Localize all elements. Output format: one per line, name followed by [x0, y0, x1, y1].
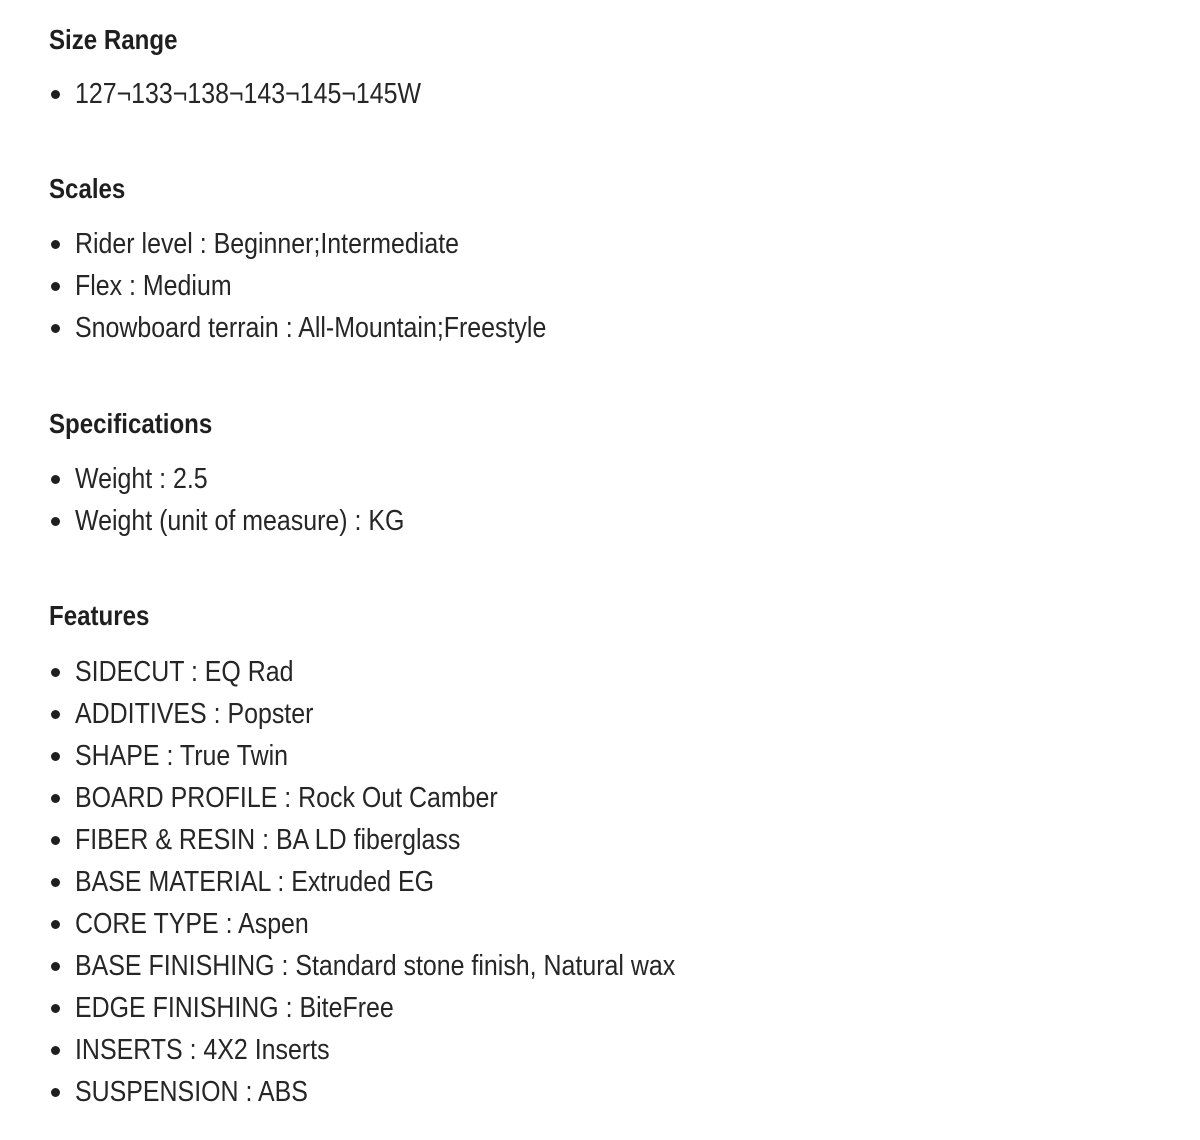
section-size-range — [49, 22, 1149, 110]
list-item-text: Rider level : Beginner;Intermediate — [75, 228, 460, 260]
section-features — [49, 598, 1149, 1108]
list-item-text: Weight (unit of measure) : KG — [75, 505, 405, 537]
section-heading: Specifications — [49, 408, 213, 439]
bullet-icon — [51, 794, 60, 803]
bullet-icon — [51, 1088, 60, 1097]
bullet-icon — [51, 920, 60, 929]
section-heading: Size Range — [49, 24, 178, 55]
list-item-text: BASE MATERIAL : Extruded EG — [75, 866, 434, 898]
list-item-text: Flex : Medium — [75, 270, 232, 302]
bullet-icon — [51, 240, 60, 249]
bullet-icon — [51, 668, 60, 677]
section-scales — [49, 171, 1149, 344]
bullet-icon — [51, 710, 60, 719]
list-item-text: SIDECUT : EQ Rad — [75, 656, 294, 688]
list-item-text: Weight : 2.5 — [75, 463, 208, 495]
list-item-text: FIBER & RESIN : BA LD fiberglass — [75, 824, 461, 856]
bullet-icon — [51, 1046, 60, 1055]
bullet-icon — [51, 90, 60, 99]
list-item-text: INSERTS : 4X2 Inserts — [75, 1034, 330, 1066]
bullet-icon — [51, 878, 60, 887]
bullet-icon — [51, 517, 60, 526]
list-item-text: BASE FINISHING : Standard stone finish, Natural wax — [75, 950, 676, 982]
list-item-text: 127¬133¬138¬143¬145¬145W — [75, 78, 422, 110]
bullet-icon — [51, 324, 60, 333]
list-item-text: SHAPE : True Twin — [75, 740, 289, 772]
list-item-text: BOARD PROFILE : Rock Out Camber — [75, 782, 498, 814]
section-specifications — [49, 406, 1149, 537]
list-item-text: CORE TYPE : Aspen — [75, 908, 309, 940]
bullet-icon — [51, 962, 60, 971]
bullet-icon — [51, 282, 60, 291]
bullet-icon — [51, 1004, 60, 1013]
bullet-icon — [51, 752, 60, 761]
list-item-text: Snowboard terrain : All-Mountain;Freestyle — [75, 312, 547, 344]
bullet-icon — [51, 836, 60, 845]
list-item-text: EDGE FINISHING : BiteFree — [75, 992, 394, 1024]
section-heading: Features — [49, 600, 150, 631]
bullet-icon — [51, 475, 60, 484]
list-item-text: SUSPENSION : ABS — [75, 1076, 308, 1108]
list-item-text: ADDITIVES : Popster — [75, 698, 314, 730]
section-heading: Scales — [49, 173, 126, 204]
